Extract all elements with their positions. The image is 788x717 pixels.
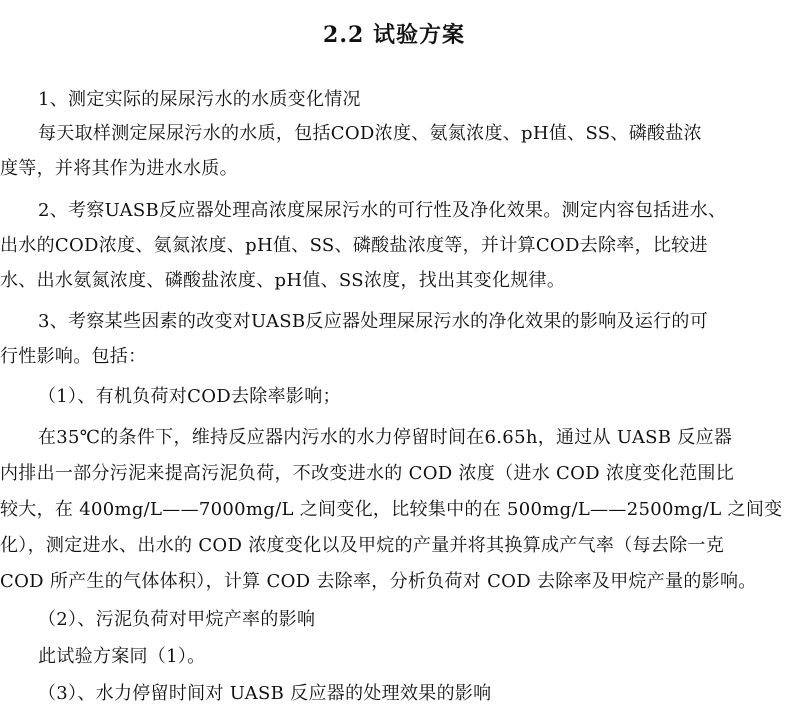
section-title: 2.2 试验方案 [323,22,465,48]
item-3-heading: 3、考察某些因素的改变对UASB反应器处理屎尿污水的净化效果的影响及运行的可 [38,311,709,332]
paragraph-line: 此试验方案同（1）。 [38,646,206,667]
paragraph-line: 较大，在 400mg/L——7000mg/L 之间变化，比较集中的在 500mg/L——2500mg/L 之间变 [0,499,783,520]
paragraph-line: 度等，并将其作为进水水质。 [0,158,238,179]
paragraph-line: 出水的COD浓度、氨氮浓度、pH值、SS、磷酸盐浓度等，并计算COD去除率，比较进 [0,235,708,256]
paragraph-line: 在35℃的条件下，维持反应器内污水的水力停留时间在6.65h，通过从 UASB 反应器 [38,427,733,448]
paragraph-line: 行性影响。包括： [0,346,147,367]
paragraph-line: 化），测定进水、出水的 COD 浓度变化以及甲烷的产量并将其换算成产气率（每去除一克 [0,535,724,556]
subitem-1-heading: （1）、有机负荷对COD去除率影响； [38,386,341,407]
paragraph-line: 水、出水氨氮浓度、磷酸盐浓度、pH值、SS浓度，找出其变化规律。 [0,270,566,291]
item-1-heading: 1、测定实际的屎尿污水的水质变化情况 [38,89,361,110]
paragraph-line: 内排出一部分污泥来提高污泥负荷，不改变进水的 COD 浓度（进水 COD 浓度变化范围比 [0,463,735,484]
subitem-3-heading: （3）、水力停留时间对 UASB 反应器的处理效果的影响 [38,683,492,704]
paragraph-line: COD 所产生的气体体积），计算 COD 去除率，分析负荷对 COD 去除率及甲烷产量的影响。 [0,571,757,592]
subitem-2-heading: （2）、污泥负荷对甲烷产率的影响 [38,609,316,630]
paragraph-line: 每天取样测定屎尿污水的水质，包括COD浓度、氨氮浓度、pH值、SS、磷酸盐浓 [38,123,702,144]
item-2-heading: 2、考察UASB反应器处理高浓度屎尿污水的可行性及净化效果。测定内容包括进水、 [38,200,727,221]
